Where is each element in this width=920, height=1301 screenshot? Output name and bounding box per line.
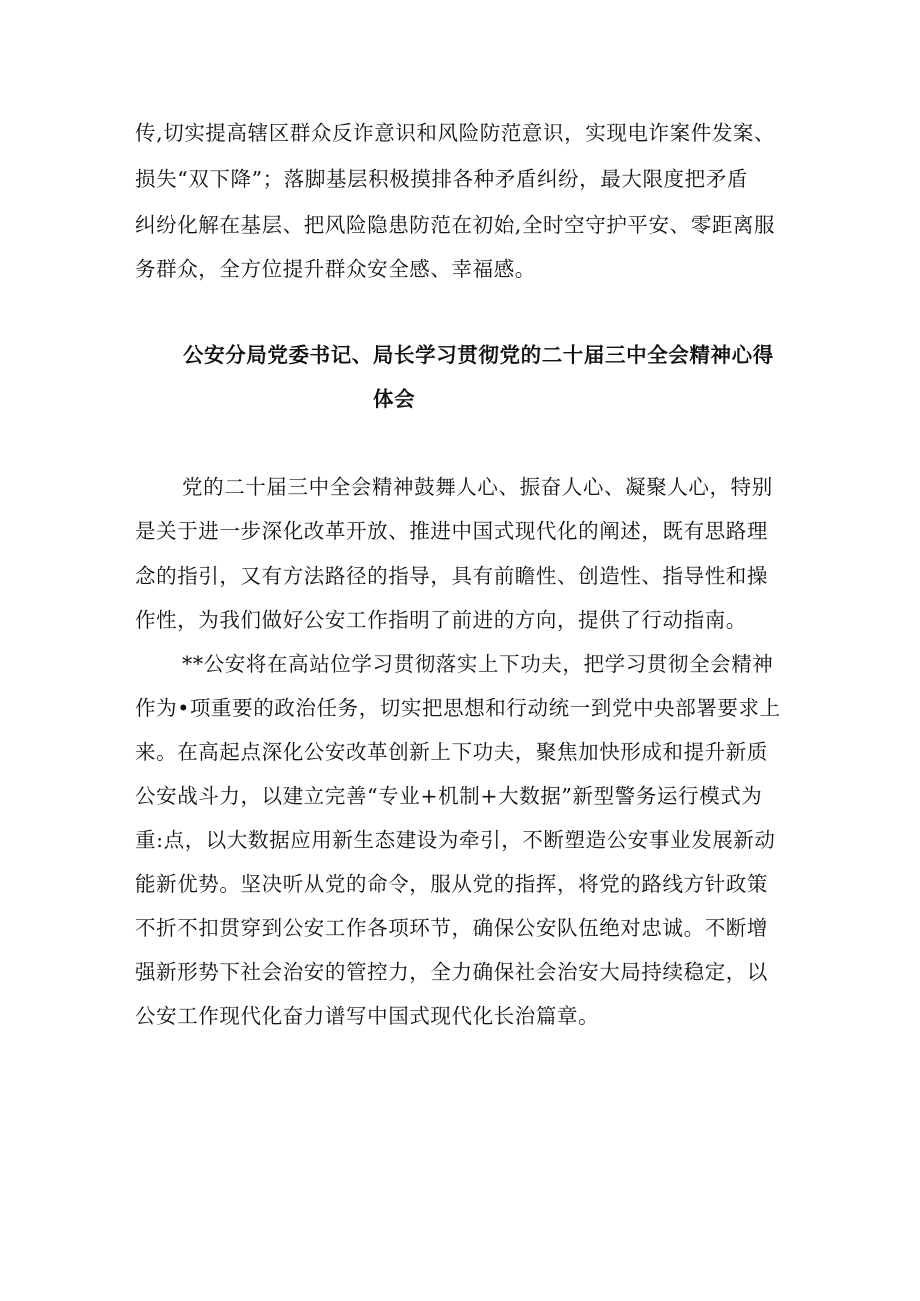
paragraph-1-line-4: 作性，为我们做好公安工作指明了前进的方向，提供了行动指南。 — [135, 608, 747, 632]
continuation-line-2: 损失“双下降”；落脚基层积极摸排各种矛盾纠纷，最大限度把矛盾 — [135, 167, 748, 191]
paragraph-2-line-9: 公安工作现代化奋力谱写中国式现代化长治篇章。 — [135, 1004, 600, 1028]
paragraph-2-line-1: **公安将在高站位学习贯彻落实上下功夫，把学习贯彻全会精神 — [182, 652, 774, 676]
paragraph-2-line-8: 强新形势下社会治安的管控力，全力确保社会治安大局持续稳定，以 — [135, 960, 768, 984]
paragraph-2-line-2: 作为•项重要的政治任务，切实把思想和行动统一到党中央部署要求上 — [135, 696, 781, 720]
paragraph-2-line-7: 不折不扣贯穿到公安工作各项环节，确保公安队伍绝对忠诚。不断增 — [135, 916, 768, 940]
paragraph-2-line-3: 来。在高起点深化公安改革创新上下功夫，聚焦加快形成和提升新质 — [135, 740, 768, 764]
article-title-line-1: 公安分局党委书记、局长学习贯彻党的二十届三中全会精神心得 — [183, 343, 774, 367]
paragraph-1-line-3: 念的指引，又有方法路径的指导，具有前瞻性、创造性、指导性和操 — [135, 564, 768, 588]
continuation-line-1: 传,切实提高辖区群众反诈意识和风险防范意识，实现电诈案件发案、 — [135, 121, 776, 145]
paragraph-1-line-2: 是关于进一步深化改革开放、推进中国式现代化的阐述，既有思路理 — [135, 519, 768, 543]
paragraph-2-line-4: 公安战斗力，以建立完善“专业+机制+大数据”新型警务运行模式为 — [135, 784, 763, 808]
continuation-line-4: 务群众，全方位提升群众安全感、幸福感。 — [135, 257, 536, 281]
paragraph-2-line-5: 重:点，以大数据应用新生态建设为牵引，不断塑造公安事业发展新动 — [135, 828, 776, 852]
paragraph-1-line-1: 党的二十届三中全会精神鼓舞人心、振奋人心、凝聚人心，特别 — [182, 475, 773, 499]
article-title-line-2: 体会 — [373, 387, 416, 411]
continuation-line-3: 纠纷化解在基层、把风险隐患防范在初始,全时空守护平安、零距离服 — [135, 213, 776, 237]
paragraph-2-line-6: 能新优势。坚决听从党的命令，服从党的指挥，将党的路线方针政策 — [135, 872, 768, 896]
